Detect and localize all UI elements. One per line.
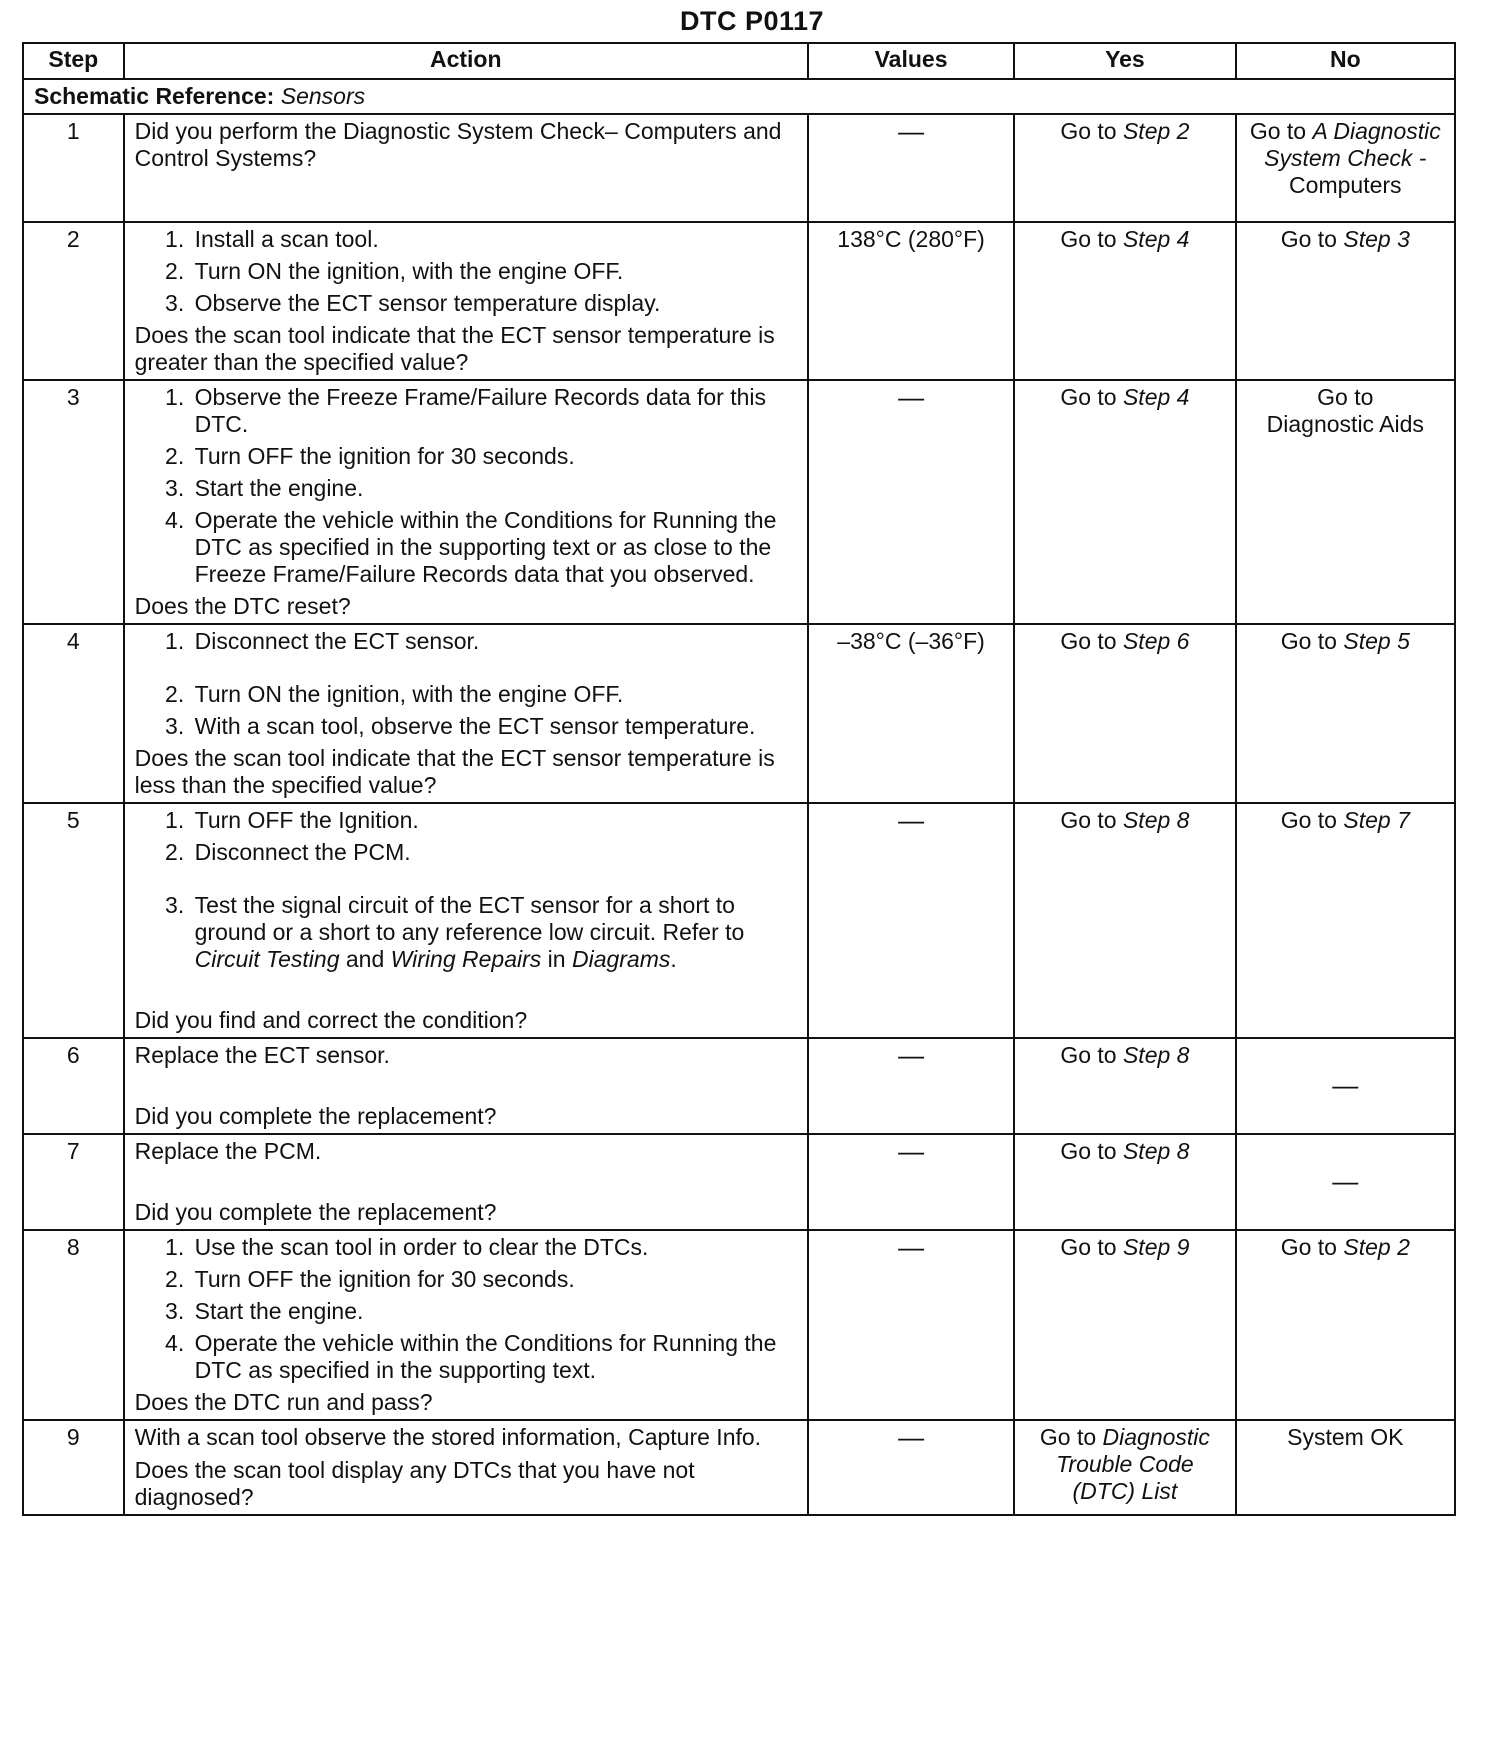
dtc-table — [22, 42, 1456, 1516]
yes-pre: Go to — [1060, 118, 1117, 144]
table-row — [23, 803, 1455, 1038]
step-number: 3 — [23, 380, 124, 624]
action-step-text: . — [670, 946, 677, 972]
yes-link: Step 8 — [1122, 1138, 1190, 1164]
yes-cell — [1014, 114, 1235, 222]
action-step: 1. Disconnect the ECT sensor. — [191, 628, 797, 655]
step-number: 8 — [23, 1230, 124, 1420]
action-step: 4. Operate the vehicle within the Conditions for Running the DTC as specified in the supporting text or as close to the Freeze Frame/Failure Records data that you observed. — [191, 507, 797, 588]
circuit-testing-ref: Circuit Testing — [194, 946, 340, 972]
table-row — [23, 624, 1455, 803]
values-text: — — [898, 382, 925, 412]
step-number: 9 — [23, 1420, 124, 1515]
schematic-row — [23, 79, 1455, 114]
header-yes: Yes — [1014, 43, 1235, 79]
yes-pre: Go to — [1060, 384, 1117, 410]
action-cell — [124, 1230, 808, 1420]
action-step: 2. Disconnect the PCM. — [191, 839, 797, 866]
action-text: With a scan tool observe the stored information, Capture Info. — [134, 1424, 762, 1450]
action-question: Did you complete the replacement? — [134, 1199, 497, 1225]
step-number: 7 — [23, 1134, 124, 1230]
step-number: 6 — [23, 1038, 124, 1134]
values-cell: –38°C (–36°F) — [808, 624, 1014, 803]
action-step-text: in — [547, 946, 566, 972]
yes-cell — [1014, 1134, 1235, 1230]
action-step: 1. Observe the Freeze Frame/Failure Records data for this DTC. — [191, 384, 797, 438]
yes-link: Step 4 — [1122, 384, 1190, 410]
yes-pre: Go to — [1039, 1424, 1097, 1450]
yes-link: Diagnostic Trouble Code (DTC) List — [1056, 1424, 1210, 1504]
yes-cell — [1014, 1230, 1235, 1420]
action-cell — [124, 1038, 808, 1134]
no-cell — [1236, 380, 1455, 624]
yes-cell — [1014, 1420, 1235, 1515]
values-text: — — [898, 1422, 925, 1452]
action-text: Did you perform the Diagnostic System Check– Computers and Control Systems? — [134, 118, 782, 171]
header-step: Step — [23, 43, 124, 79]
values-cell — [808, 114, 1014, 222]
yes-link: Step 6 — [1122, 628, 1190, 654]
action-question: Does the DTC run and pass? — [134, 1389, 433, 1415]
table-row — [23, 380, 1455, 624]
no-cell — [1236, 1038, 1455, 1134]
action-step: 3. Start the engine. — [191, 1298, 797, 1325]
action-step: 2. Turn OFF the ignition for 30 seconds. — [191, 443, 797, 470]
values-text: — — [898, 116, 925, 146]
values-text: — — [898, 1136, 925, 1166]
no-pre: Go to — [1317, 384, 1374, 410]
no-cell — [1236, 1134, 1455, 1230]
yes-link: Step 4 — [1122, 226, 1190, 252]
no-cell — [1236, 1230, 1455, 1420]
no-link: Step 3 — [1343, 226, 1410, 252]
action-step: 1. Install a scan tool. — [191, 226, 797, 253]
action-question: Does the DTC reset? — [134, 593, 351, 619]
table-row — [23, 1420, 1455, 1515]
no-pre: Go to — [1280, 1234, 1337, 1260]
action-step: 2. Turn ON the ignition, with the engine OFF. — [191, 258, 797, 285]
action-question: Does the scan tool indicate that the ECT sensor temperature is greater than the specified value? — [134, 322, 775, 375]
header-values: Values — [808, 43, 1014, 79]
action-step-text: Test the signal circuit of the ECT sensor for a short to ground or a short to any reference low circuit. Refer to — [194, 892, 745, 945]
table-row — [23, 1038, 1455, 1134]
values-cell — [808, 803, 1014, 1038]
action-step: 1. Use the scan tool in order to clear the DTCs. — [191, 1234, 797, 1261]
no-pre: Go to — [1280, 226, 1337, 252]
action-cell — [124, 1420, 808, 1515]
yes-pre: Go to — [1060, 807, 1117, 833]
action-cell — [124, 114, 808, 222]
no-text: — — [1332, 1166, 1359, 1196]
yes-pre: Go to — [1060, 226, 1117, 252]
page-title: DTC P0117 — [679, 6, 825, 36]
yes-pre: Go to — [1060, 1042, 1117, 1068]
wiring-repairs-ref: Wiring Repairs — [390, 946, 542, 972]
no-text: — — [1332, 1070, 1359, 1100]
values-cell: 138°C (280°F) — [808, 222, 1014, 380]
table-row — [23, 1230, 1455, 1420]
yes-cell — [1014, 624, 1235, 803]
action-step: 3. With a scan tool, observe the ECT sensor temperature. — [191, 713, 797, 740]
action-step: 1. Turn OFF the Ignition. — [191, 807, 797, 834]
action-cell — [124, 803, 808, 1038]
action-text: Replace the ECT sensor. — [134, 1042, 390, 1068]
action-steps — [135, 1234, 797, 1384]
yes-cell — [1014, 1038, 1235, 1134]
action-step: 3. Observe the ECT sensor temperature display. — [191, 290, 797, 317]
yes-pre: Go to — [1060, 1234, 1117, 1260]
no-cell — [1236, 114, 1455, 222]
values-cell — [808, 380, 1014, 624]
schematic-reference — [23, 79, 1455, 114]
step-number: 2 — [23, 222, 124, 380]
yes-link: Step 8 — [1122, 807, 1190, 833]
action-step — [191, 892, 797, 973]
action-step: 2. Turn ON the ignition, with the engine OFF. — [191, 681, 797, 708]
values-text: — — [898, 1040, 925, 1070]
header-no: No — [1236, 43, 1455, 79]
step-number: 4 — [23, 624, 124, 803]
action-steps — [135, 807, 797, 973]
no-cell — [1236, 624, 1455, 803]
diagrams-ref: Diagrams — [571, 946, 671, 972]
no-cell — [1236, 803, 1455, 1038]
no-link: A Diagnostic System Check - — [1264, 118, 1441, 171]
no-pre: Go to — [1249, 118, 1307, 144]
no-post: Computers — [1289, 172, 1402, 198]
yes-cell — [1014, 803, 1235, 1038]
yes-pre: Go to — [1060, 628, 1117, 654]
yes-pre: Go to — [1060, 1138, 1117, 1164]
table-row — [23, 114, 1455, 222]
header-row — [23, 43, 1455, 79]
schematic-label: Schematic Reference: — [34, 83, 275, 109]
action-step: 4. Operate the vehicle within the Conditions for Running the DTC as specified in the supporting text. — [191, 1330, 797, 1384]
action-cell — [124, 1134, 808, 1230]
values-cell — [808, 1230, 1014, 1420]
action-steps — [135, 226, 797, 317]
values-cell — [808, 1038, 1014, 1134]
step-number: 5 — [23, 803, 124, 1038]
action-steps — [135, 628, 797, 740]
action-step: 2. Turn OFF the ignition for 30 seconds. — [191, 1266, 797, 1293]
yes-link: Step 2 — [1122, 118, 1190, 144]
schematic-value: Sensors — [280, 83, 366, 109]
no-pre: Go to — [1280, 807, 1337, 833]
action-question: Did you find and correct the condition? — [134, 1007, 528, 1033]
table-row — [23, 1134, 1455, 1230]
action-text: Replace the PCM. — [134, 1138, 322, 1164]
action-step-text: and — [345, 946, 385, 972]
yes-cell — [1014, 222, 1235, 380]
no-post: Diagnostic Aids — [1266, 411, 1424, 437]
action-steps — [135, 384, 797, 588]
no-cell: System OK — [1236, 1420, 1455, 1515]
action-cell — [124, 380, 808, 624]
yes-link: Step 9 — [1122, 1234, 1190, 1260]
action-cell — [124, 624, 808, 803]
header-action: Action — [124, 43, 808, 79]
values-cell — [808, 1134, 1014, 1230]
no-pre: Go to — [1280, 628, 1337, 654]
values-text: — — [898, 805, 925, 835]
action-question: Does the scan tool indicate that the ECT sensor temperature is less than the specified value? — [134, 745, 775, 798]
values-text: — — [898, 1232, 925, 1262]
no-cell — [1236, 222, 1455, 380]
action-cell — [124, 222, 808, 380]
no-link: Step 5 — [1343, 628, 1410, 654]
values-cell — [808, 1420, 1014, 1515]
action-question: Does the scan tool display any DTCs that you have not diagnosed? — [134, 1457, 695, 1510]
no-link: Step 7 — [1343, 807, 1410, 833]
yes-link: Step 8 — [1122, 1042, 1190, 1068]
action-step: 3. Start the engine. — [191, 475, 797, 502]
action-question: Did you complete the replacement? — [134, 1103, 497, 1129]
no-link: Step 2 — [1343, 1234, 1410, 1260]
yes-cell — [1014, 380, 1235, 624]
step-number: 1 — [23, 114, 124, 222]
table-row — [23, 222, 1455, 380]
